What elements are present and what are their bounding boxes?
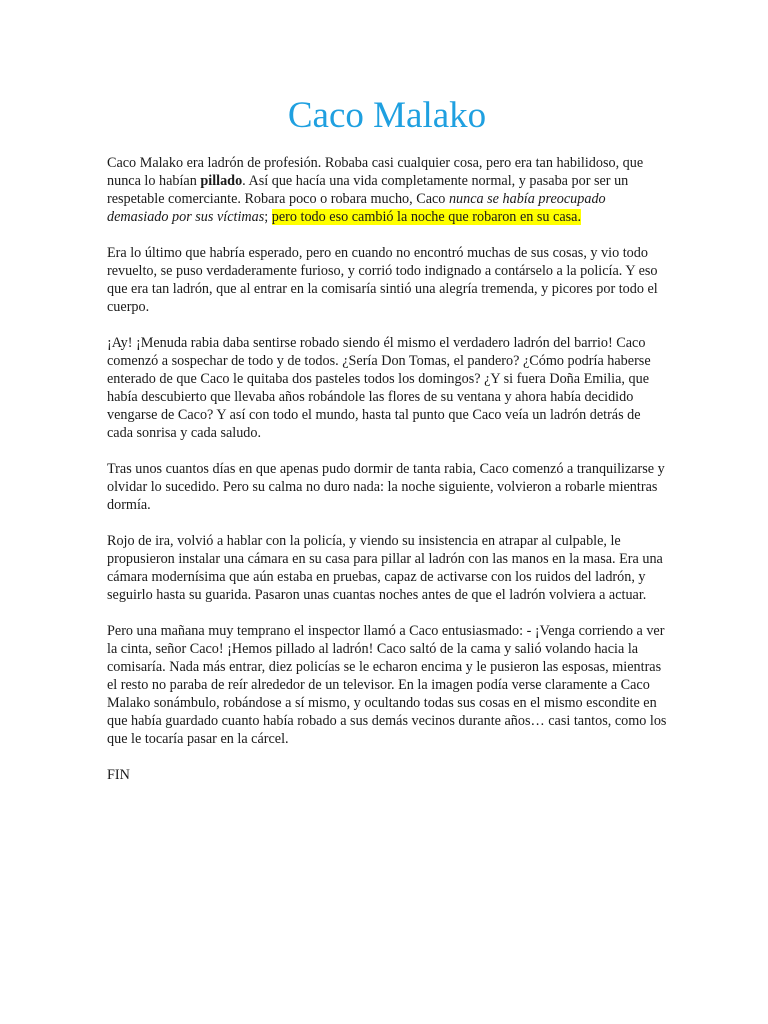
paragraph-5: Rojo de ira, volvió a hablar con la policía, y viendo su insistencia en atrapar al culpable, le propusieron instalar una cámara en su casa para pillar al ladrón con las manos en la masa. Era una cámara modernísima que aún estaba en pruebas, capaz de activarse con los ruidos del ladrón, y seguirlo hasta su guarida. Pasaron unas cuantas noches antes de que el ladrón volviera a actuar. [107,533,663,603]
paragraph-1-text-c: . Así que hacía una vida completamente normal, y pasaba por ser un respetable comerciante. Robara poco o robara mucho, Caco [107,173,629,207]
bold-word-pillado: pillado [200,173,243,189]
document-body [107,154,667,784]
paragraph-6: Pero una mañana muy temprano el inspector llamó a Caco entusiasmado: - ¡Venga corriendo a ver la cinta, señor Caco! ¡Hemos pillado al ladrón! Caco saltó de la cama y salió volando hacia la comisaría. Nada más entrar, diez policías se le echaron encima y le pusieron las esposas, mientras el resto no paraba de reír alrededor de un televisor. En la imagen podía verse claramente a Caco Malako sonámbulo, robándose a sí mismo, y ocultando todas sus cosas en el mismo escondite en que había guardado cuanto había robado a sus demás vecinos durante años… casi tantos, como los que le tocaría pasar en la cárcel. [107,623,667,747]
highlighted-sentence: pero todo eso cambió la noche que robaron en su casa. [271,209,582,225]
paragraph-1-text-e: ; [264,209,272,225]
document-page [107,0,667,802]
paragraph-1 [107,154,667,226]
end-marker: FIN [107,767,130,783]
paragraph-3: ¡Ay! ¡Menuda rabia daba sentirse robado siendo él mismo el verdadero ladrón del barrio! Caco comenzó a sospechar de todo y de todos. ¿Sería Don Tomas, el pandero? ¿Cómo podría haberse enterado de que Caco le quitaba dos pasteles todos los domingos? ¿Y si fuera Doña Emilia, que había descubierto que llevaba años robándole las flores de su ventana y ahora había decidido vengarse de Caco? Y así con todo el mundo, hasta tal punto que Caco veía un ladrón detrás de cada sonrisa y cada saludo. [107,335,651,441]
paragraph-4: Tras unos cuantos días en que apenas pudo dormir de tanta rabia, Caco comenzó a tranquilizarse y olvidar lo sucedido. Pero su calma no duro nada: la noche siguiente, volvieron a robarle mientras dormía. [107,461,665,513]
paragraph-1-text-a: Caco Malako era ladrón de profesión. Robaba casi cualquier cosa, pero era tan habilidoso, que nunca lo habían [107,155,644,189]
paragraph-2: Era lo último que habría esperado, pero en cuando no encontró muchas de sus cosas, y vio todo revuelto, se puso verdaderamente furioso, y corrió todo indignado a contárselo a la policía. Y eso que era tan ladrón, que al entrar en la comisaría sintió una alegría tremenda, y picores por todo el cuerpo. [107,245,658,315]
document-title: Caco Malako [287,95,487,136]
italic-phrase: nunca se había preocupado demasiado por sus víctimas [107,191,606,225]
